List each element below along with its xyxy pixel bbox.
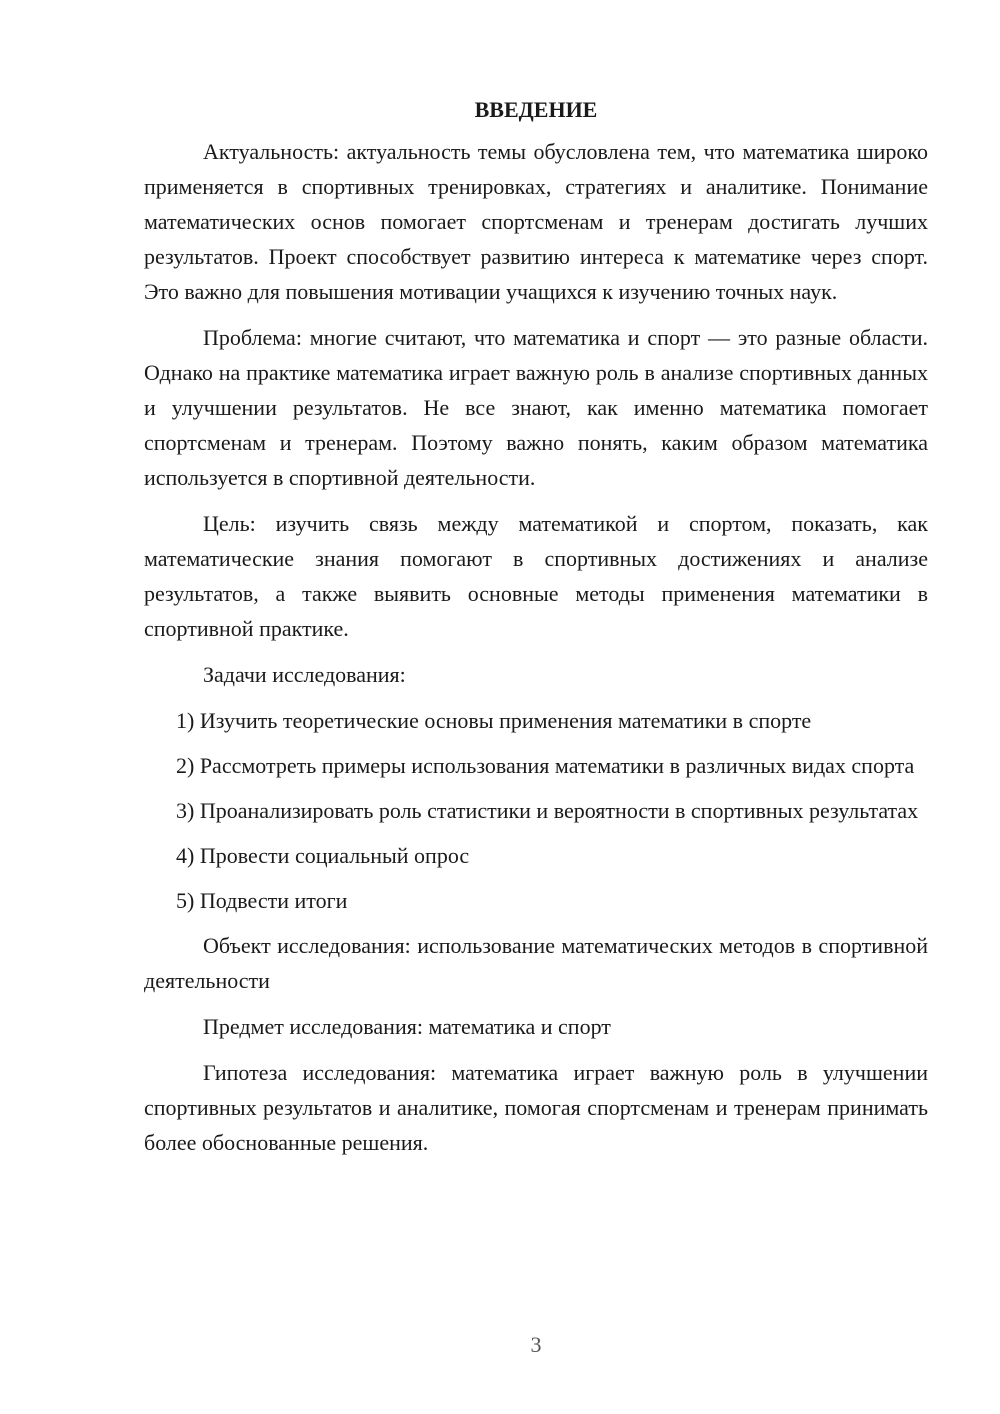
page-number: 3 bbox=[530, 1332, 542, 1357]
section-title: ВВЕДЕНИЕ bbox=[474, 97, 598, 122]
paragraph-goal: Цель: изучить связь между математикой и спортом, показать, как математические знания помогают в спортивных достижениях и анализе результатов, а также выявить основные методы применения математики в спортивной практике. bbox=[144, 511, 928, 641]
paragraph-relevance: Актуальность: актуальность темы обусловлена тем, что математика широко применяется в спортивных тренировках, стратегиях и аналитике. Понимание математических основ помогает спортсменам и тренерам достигать лучших результатов. Проект способствует развитию интереса к математике через спорт. Это важно для повышения мотивации учащихся к изучению точных наук. bbox=[144, 139, 928, 304]
tasks-heading: Задачи исследования: bbox=[203, 662, 406, 687]
task-item-3: 3) Проанализировать роль статистики и вероятности в спортивных результатах bbox=[176, 798, 919, 823]
paragraph-object: Объект исследования: использование математических методов в спортивной деятельности bbox=[144, 933, 928, 993]
task-item-5: 5) Подвести итоги bbox=[176, 888, 348, 913]
paragraph-problem: Проблема: многие считают, что математика и спорт — это разные области. Однако на практике математика играет важную роль в анализе спортивных данных и улучшении результатов. Не все знают, как именно математика помогает спортсменам и тренерам. Поэтому важно понять, каким образом математика используется в спортивной деятельности. bbox=[144, 325, 928, 490]
task-item-2: 2) Рассмотреть примеры использования математики в различных видах спорта bbox=[176, 753, 915, 778]
page-content bbox=[144, 92, 928, 1171]
paragraph-hypothesis: Гипотеза исследования: математика играет важную роль в улучшении спортивных результатов и аналитике, помогая спортсменам и тренерам принимать более обоснованные решения. bbox=[144, 1060, 928, 1155]
paragraph-subject: Предмет исследования: математика и спорт bbox=[203, 1014, 611, 1039]
task-item-1: 1) Изучить теоретические основы применения математики в спорте bbox=[176, 708, 812, 733]
task-item-4: 4) Провести социальный опрос bbox=[176, 843, 470, 868]
